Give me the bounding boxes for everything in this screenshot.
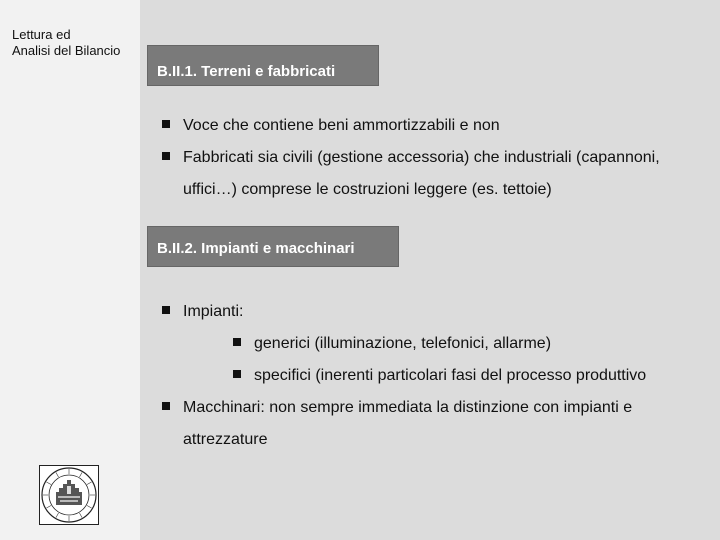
bullet-item (162, 398, 632, 418)
sidebar-title-line-2: Analisi del Bilancio (12, 43, 121, 58)
square-bullet-icon (162, 402, 170, 410)
bullet-text: generici (illuminazione, telefonici, allarme) (254, 335, 552, 352)
bullet-continuation-text: uffici…) comprese le costruzioni leggere (es. tettoie) (183, 181, 552, 198)
university-seal-icon (39, 465, 99, 525)
bullet-text: Macchinari: non sempre immediata la distinzione con impianti e (183, 399, 633, 416)
bullet-item (162, 302, 243, 322)
square-bullet-icon (162, 152, 170, 160)
bullet-text: Voce che contiene beni ammortizzabili e non (183, 117, 500, 134)
sidebar (0, 0, 140, 540)
square-bullet-icon (162, 120, 170, 128)
bullet-item (162, 116, 500, 136)
sub-bullet-item (233, 366, 646, 386)
sidebar-title-line-1: Lettura ed (12, 27, 71, 42)
bullet-text: Fabbricati sia civili (gestione accessoria) che industriali (capannoni, (183, 149, 660, 166)
slide-content (140, 0, 720, 540)
bullet-text: Impianti: (183, 303, 244, 320)
square-bullet-icon (162, 306, 170, 314)
section-header-terreni-fabbricati: B.II.1. Terreni e fabbricati (147, 45, 379, 86)
square-bullet-icon (233, 370, 241, 378)
sidebar-title (12, 27, 120, 59)
bullet-item (162, 148, 660, 168)
square-bullet-icon (233, 338, 241, 346)
section-header-impianti-macchinari: B.II.2. Impianti e macchinari (147, 226, 399, 267)
bullet-text: specifici (inerenti particolari fasi del processo produttivo (254, 367, 647, 384)
bullet-continuation-text: attrezzature (183, 431, 268, 448)
sub-bullet-item (233, 334, 551, 354)
